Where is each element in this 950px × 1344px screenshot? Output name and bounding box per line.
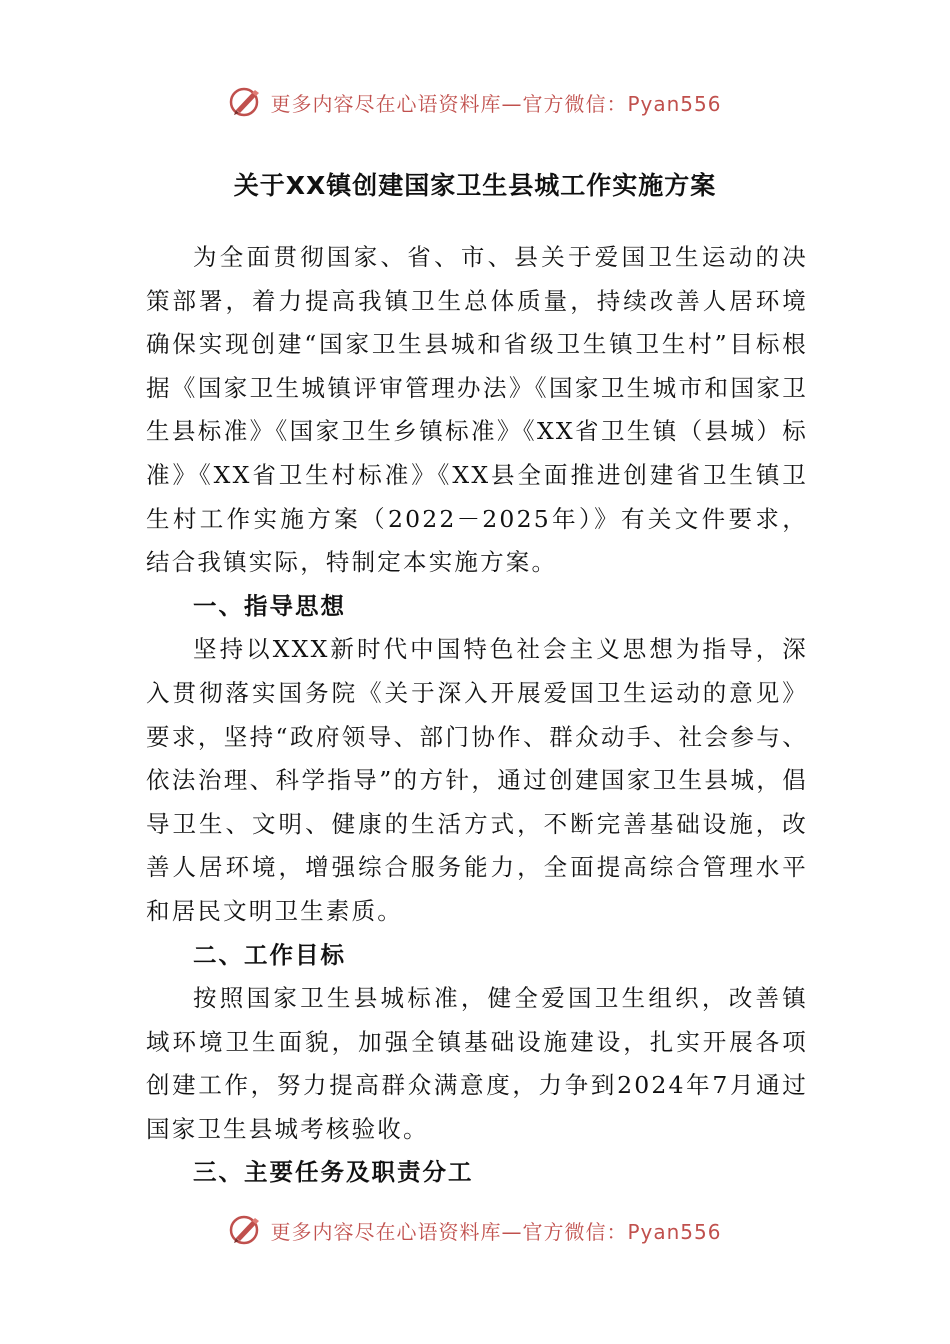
document-body <box>146 236 808 1195</box>
watermark-banner-top <box>0 80 950 124</box>
section-body-work-goals: 按照国家卫生县城标准，健全爱国卫生组织，改善镇域环境卫生面貌，加强全镇基础设施建设，扎实开展各项创建工作，努力提高群众满意度，力争到2024年7月通过国家卫生县城考核验收。 <box>146 984 808 1143</box>
pen-logo-icon <box>228 1212 264 1248</box>
section-heading-guiding-ideology: 一、指导思想 <box>193 591 346 620</box>
document-title: 关于XX镇创建国家卫生县城工作实施方案 <box>233 171 717 200</box>
watermark-text-bottom: 更多内容尽在心语资料库—官方微信：Pyan556 <box>270 1219 722 1244</box>
section-heading-main-tasks: 三、主要任务及职责分工 <box>193 1158 474 1187</box>
intro-paragraph: 为全面贯彻国家、省、市、县关于爱国卫生运动的决策部署，着力提高我镇卫生总体质量，持续改善人居环境确保实现创建“国家卫生县城和省级卫生镇卫生村”目标根据《国家卫生城镇评审管理办法》《国家卫生城市和国家卫生县标准》《国家卫生乡镇标准》《XX省卫生镇（县城）标准》《XX省卫生村标准》《XX县全面推进创建省卫生镇卫生村工作实施方案（2022－2025年）》有关文件要求，结合我镇实际，特制定本实施方案。 <box>146 243 808 577</box>
watermark-banner-bottom <box>0 1208 950 1252</box>
section-body-guiding-ideology: 坚持以XXX新时代中国特色社会主义思想为指导，深入贯彻落实国务院《关于深入开展爱国卫生运动的意见》要求，坚持“政府领导、部门协作、群众动手、社会参与、依法治理、科学指导”的方针，通过创建国家卫生县城，倡导卫生、文明、健康的生活方式，不断完善基础设施，改善人居环境，增强综合服务能力，全面提高综合管理水平和居民文明卫生素质。 <box>146 635 808 925</box>
pen-logo-icon <box>228 84 264 120</box>
watermark-text-top: 更多内容尽在心语资料库—官方微信：Pyan556 <box>270 91 722 116</box>
section-heading-work-goals: 二、工作目标 <box>193 940 346 969</box>
